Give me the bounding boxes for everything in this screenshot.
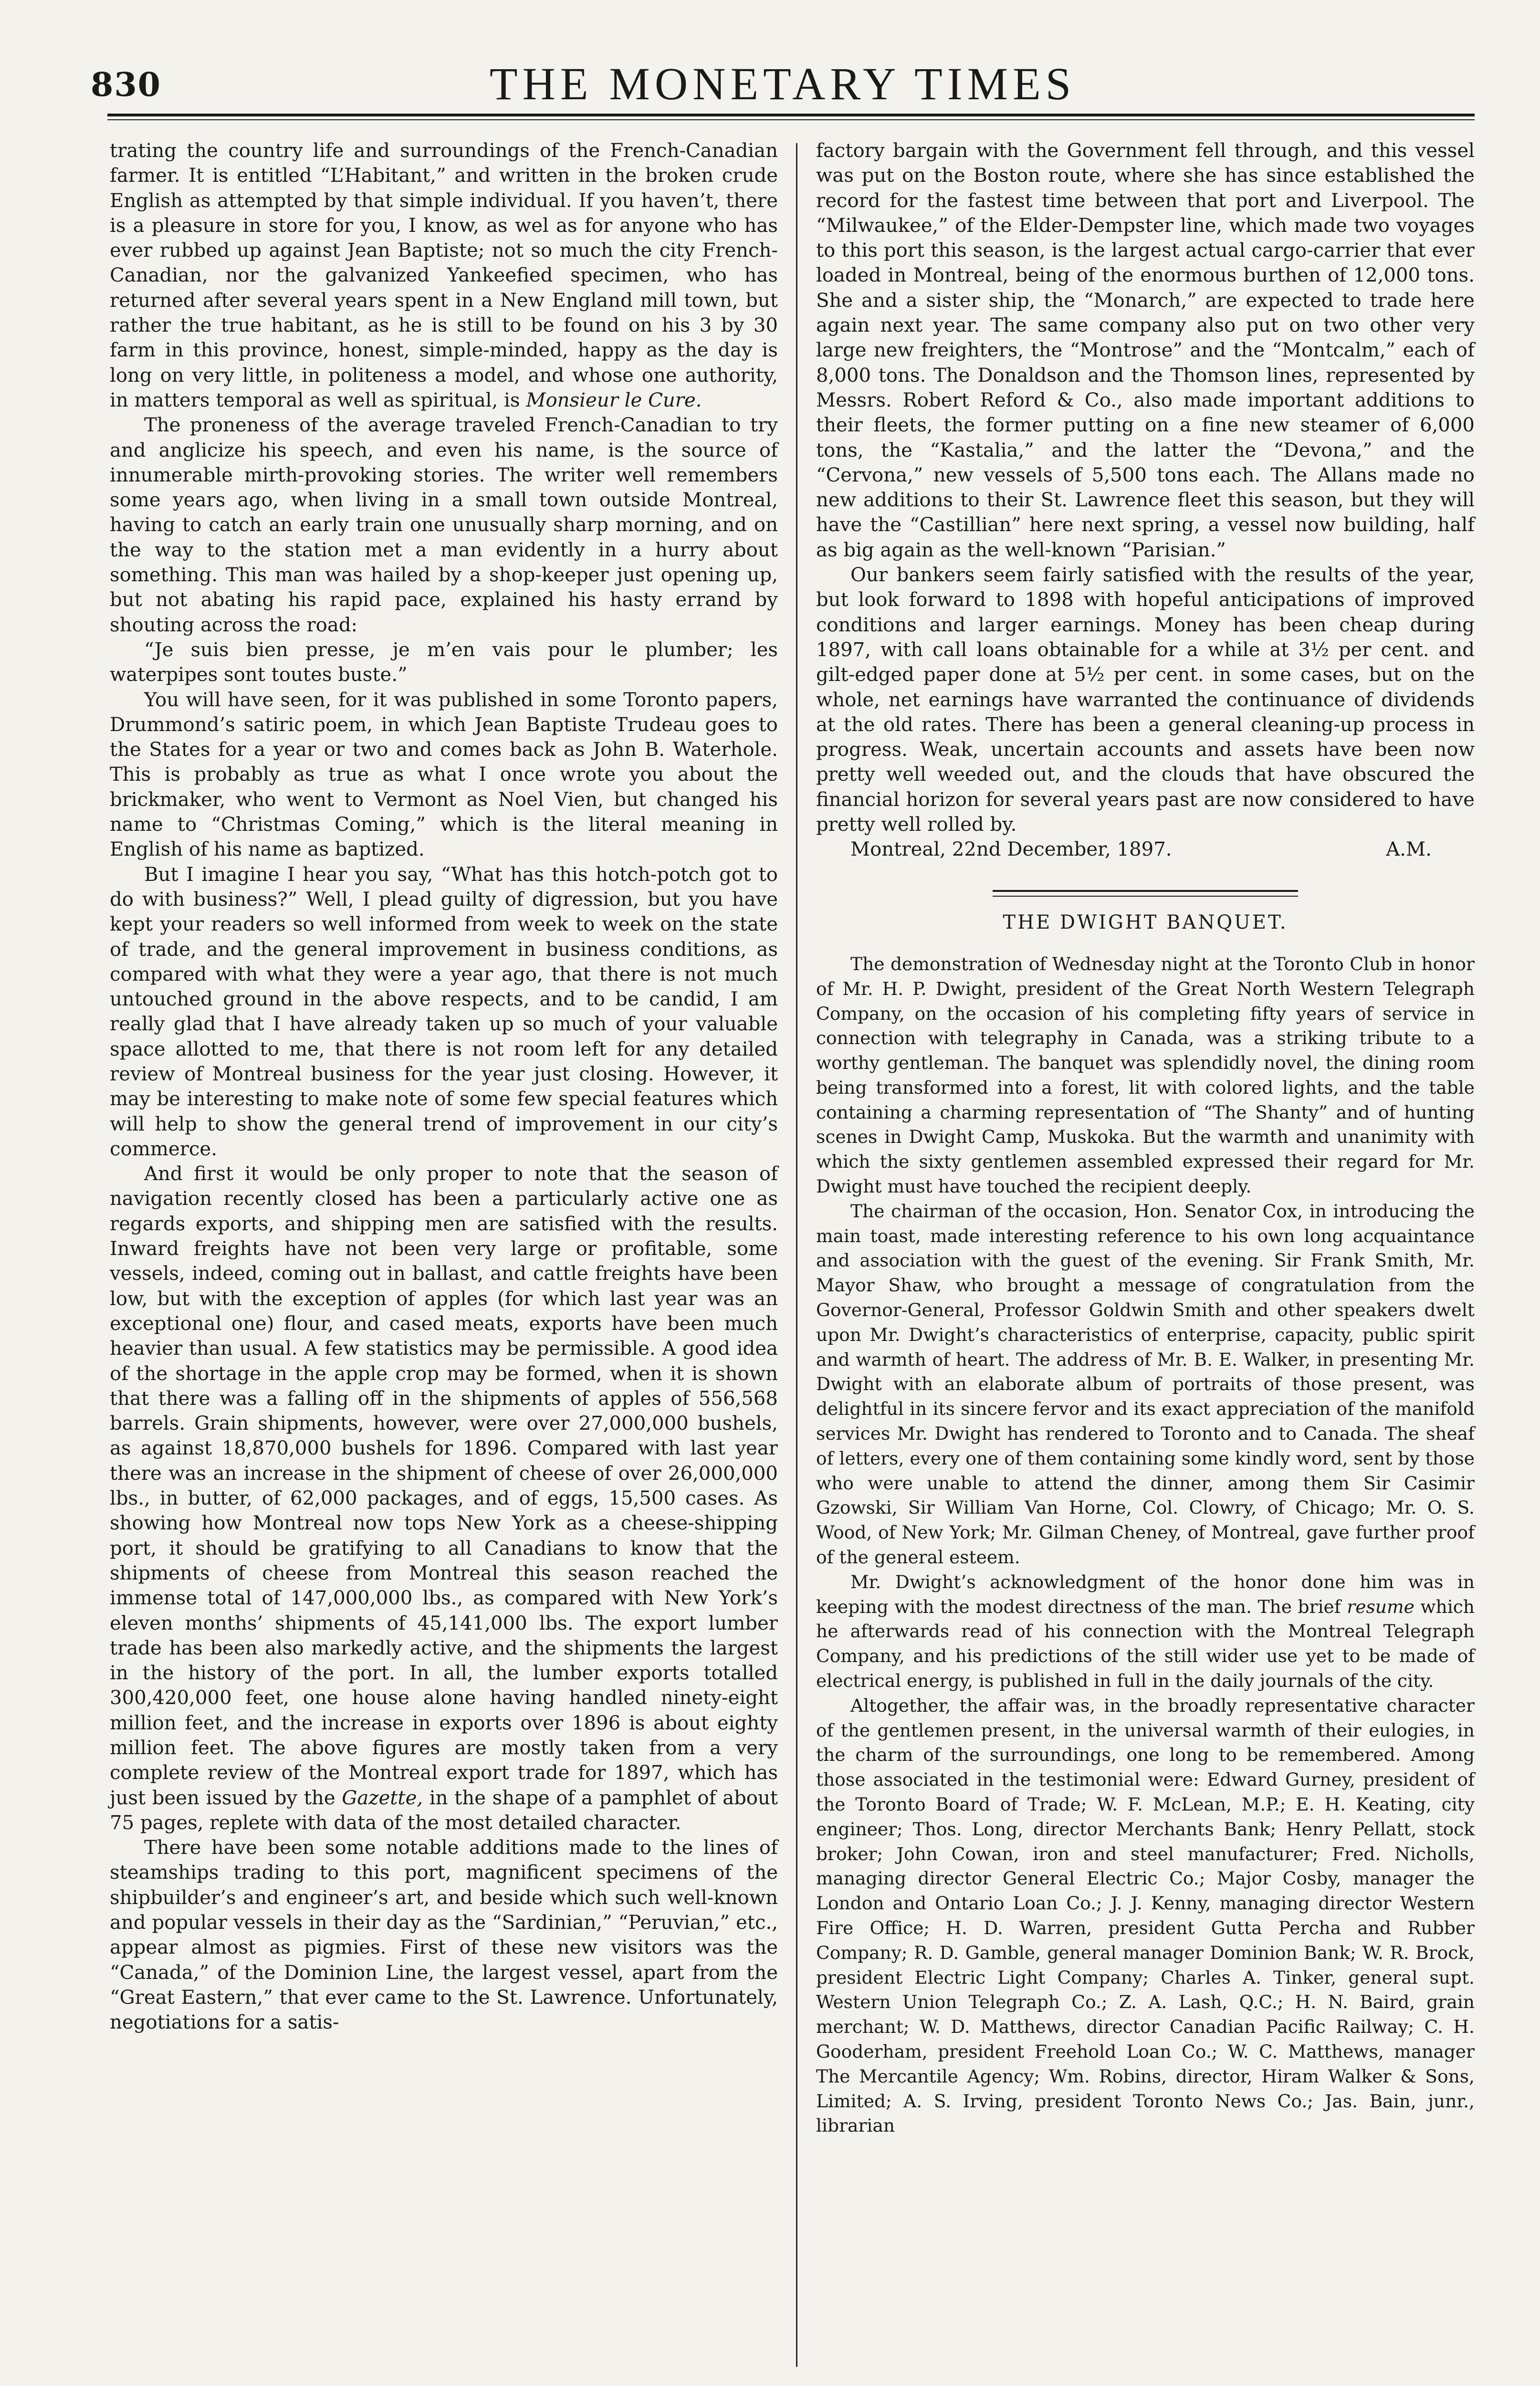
article-paragraph: There have been some notable additions made to the lines of steamships trading to this port, magnificent specimens of the shipbuilder’s and engineer’s art, and beside which such well-known and popular vessels in their day as the “Sardinian,” “Peruvian,” etc., appear almost as pigmies. First of these new visitors was the “Canada,” of the Dominion Line, the largest vessel, apart from the “Great Eastern,” that ever came to the St. Lawrence. Unfortunately, negotiations for a satis- <box>110 1837 778 2034</box>
article-paragraph: And first it would be only proper to note that the season of navigation recently closed has been a particularly active one as regards exports, and shipping men are satisfied with the results. Inward freights have not been very large or profitable, some vessels, indeed, coming out in ballast, and cattle freights have been low, but with the exception of apples (for which last year was an exceptional one) flour, and cased meats, exports have been much heavier than usual. A few statistics may be permissible. A good idea of the shortage in the apple crop may be formed, when it is shown that there was a falling off in the shipments of apples of 556,568 barrels. Grain shipments, however, were over 27,000,000 bushels, as against 18,870,000 bushels for 1896. Compared with last year there was an increase in the shipment of cheese of over 26,000,000 lbs., in butter, of 62,000 packages, and of eggs, 15,500 cases. As showing how Montreal now tops New York as a cheese-shipping port, it should be gratifying to all Canadians to know that the shipments of cheese from Montreal this season reached the immense total of 147,000,000 lbs., as compared with New York’s eleven months’ shipments of 45,141,000 lbs. The export lumber trade has been also markedly active, and the shipments the largest in the history of the port. In all, the lumber exports totalled 300,420,000 feet, one house alone having handled ninety-eight million feet, and the increase in exports over 1896 is about eighty million feet. The above figures are mostly taken from a very complete review of the Montreal export trade for 1897, which has just been issued by the Gazette, in the shape of a pamphlet of about 75 pages, replete with data of the most detailed character. <box>110 1163 778 1834</box>
page-header <box>91 57 1475 110</box>
banquet-article <box>816 952 1475 2138</box>
column-divider <box>796 143 797 2367</box>
right-column <box>816 138 1475 2138</box>
header-rule-thin <box>107 119 1475 120</box>
article-paragraph: Our bankers seem fairly satisfied with the results of the year, but look forward to 1898 with hopeful anticipations of improved conditions and larger earnings. Money has been cheap during 1897, with call loans obtainable for a while at 3½ per cent. and gilt-edged paper done at 5½ per cent. in some cases, but on the whole, net earnings have warranted the continuance of dividends at the old rates. There has been a general cleaning-up process in progress. Weak, uncertain accounts and assets have been now pretty well weeded out, and the clouds that have obscured the financial horizon for several years past are now considered to have pretty well rolled by. <box>816 564 1475 836</box>
emphasis-text: resume <box>1347 1596 1414 1617</box>
signoff-initials: A.M. <box>1386 838 1432 861</box>
article-paragraph: The chairman of the occasion, Hon. Senator Cox, in introducing the main toast, made interesting reference to his own long acquaintance and association with the guest of the evening. Sir Frank Smith, Mr. Mayor Shaw, who brought a message of congratulation from the Governor-General, Professor Goldwin Smith and other speakers dwelt upon Mr. Dwight’s characteristics of enterprise, capacity, public spirit and warmth of heart. The address of Mr. B. E. Walker, in presenting Mr. Dwight with an elaborate album of portraits of those present, was delightful in its sincere fervor and its exact appreciation of the manifold services Mr. Dwight has rendered to Toronto and to Canada. The sheaf of letters, every one of them containing some kindly word, sent by those who were unable to attend the dinner, among them Sir Casimir Gzowski, Sir William Van Horne, Col. Clowry, of Chicago; Mr. O. S. Wood, of New York; Mr. Gilman Cheney, of Montreal, gave further proof of the general esteem. <box>816 1200 1475 1568</box>
article-paragraph: But I imagine I hear you say, “What has this hotch-potch got to do with business?” Well, I plead guilty of digression, but you have kept your readers so well informed from week to week on the state of trade, and the general improvement in business conditions, as compared with what they were a year ago, that there is not much untouched ground in the above respects, and to be candid, I am really glad that I have already taken up so much of your valuable space allotted to me, that there is not room left for any detailed review of Montreal business for the year just closing. However, it may be interesting to make note of some few special features which will help to show the general trend of improvement in our city’s commerce. <box>110 863 778 1160</box>
article-paragraph: Mr. Dwight’s acknowledgment of the honor done him was in keeping with the modest directness of the man. The brief resume which he afterwards read of his connection with the Montreal Telegraph Company, and his predictions of the still wider use yet to be made of electrical energy, is published in full in the daily journals of the city. <box>816 1571 1475 1692</box>
emphasis-text: Monsieur le Cure. <box>526 389 702 411</box>
article-paragraph: Altogether, the affair was, in the broadly representative character of the gentlemen present, in the universal warmth of their eulogies, in the charm of the surroundings, one long to be remembered. Among those associated in the testimonial were: Edward Gurney, president of the Toronto Board of Trade; W. F. McLean, M.P.; E. H. Keating, city engineer; Thos. Long, director Merchants Bank; Henry Pellatt, stock broker; John Cowan, iron and steel manufacturer; Fred. Nicholls, managing director General Electric Co.; Major Cosby, manager the London and Ontario Loan Co.; J. J. Kenny, managing director Western Fire Office; H. D. Warren, president Gutta Percha and Rubber Company; R. D. Gamble, general manager Dominion Bank; W. R. Brock, president Electric Light Company; Charles A. Tinker, general supt. Western Union Telegraph Co.; Z. A. Lash, Q.C.; H. N. Baird, grain merchant; W. D. Matthews, director Canadian Pacific Railway; C. H. Gooderham, president Freehold Loan Co.; W. C. Matthews, manager The Mercantile Agency; Wm. Robins, director, Hiram Walker & Sons, Limited; A. S. Irving, president Toronto News Co.; Jas. Bain, junr., librarian <box>816 1695 1475 2136</box>
signoff-place-date: Montreal, 22nd December, 1897. <box>850 838 1172 861</box>
article-paragraph: You will have seen, for it was published in some Toronto papers, Drummond’s satiric poem, in which Jean Baptiste Trudeau goes to the States for a year or two and comes back as John B. Waterhole. This is probably as true as what I once wrote you about the brickmaker, who went to Vermont as Noel Vien, but changed his name to “Christmas Coming,” which is the literal meaning in English of his name as baptized. <box>110 689 778 861</box>
masthead-title: THE MONETARY TIMES <box>489 58 1076 109</box>
header-rule <box>107 114 1475 116</box>
page-number: 830 <box>91 66 161 104</box>
article-paragraph: The demonstration of Wednesday night at the Toronto Club in honor of Mr. H. P. Dwight, president of the Great North Western Telegraph Company, on the occasion of his completing fifty years of service in connection with telegraphy in Canada, was a striking tribute to a worthy gentleman. The banquet was splendidly novel, the dining room being transformed into a forest, lit with colored lights, and the table containing a charming representation of “The Shanty” and of hunting scenes in Dwight Camp, Muskoka. But the warmth and unanimity with which the sixty gentlemen assembled expressed their regard for Mr. Dwight must have touched the recipient deeply. <box>816 953 1475 1197</box>
section-divider <box>993 890 1298 897</box>
section-heading: THE DWIGHT BANQUET. <box>1003 911 1288 933</box>
article-paragraph: The proneness of the average traveled French-Canadian to try and anglicize his speech, and even his name, is the source of innumerable mirth-provoking stories. The writer well remembers some years ago, when living in a small town outside Montreal, having to catch an early train one unusually sharp morning, and on the way to the station met a man evidently in a hurry about something. This man was hailed by a shop-keeper just opening up, but not abating his rapid pace, explained his hasty errand by shouting across the road: <box>110 414 778 636</box>
emphasis-text: Gazette, <box>342 1787 423 1809</box>
quoted-speech: “Je suis bien presse, je m’en vais pour le plumber; les waterpipes sont toutes buste.” <box>110 638 778 686</box>
left-column <box>110 138 778 2035</box>
article-paragraph: trating the country life and surroundings of the French-Canadian farmer. It is entitled “L’Habitant,” and written in the broken crude English as attempted by that simple individual. If you haven’t, there is a pleasure in store for you, I know, as wel as for anyone who has ever rubbed up against Jean Baptiste; not so much the city French-Canadian, nor the galvanized Yankeefied specimen, who has returned after several years spent in a New England mill town, but rather the true habitant, as he is still to be found on his 3 by 30 farm in this province, honest, simple-minded, happy as the day is long on very little, in politeness a model, and whose one authority, in matters temporal as well as spiritual, is Monsieur le Cure. <box>110 140 778 411</box>
article-signoff <box>816 837 1475 862</box>
article-paragraph: factory bargain with the Government fell through, and this vessel was put on the Boston route, where she has since established the record for the fastest time between that port and Liverpool. The “Milwaukee,” of the Elder-Dempster line, which made two voyages to this port this season, is the largest actual cargo-carrier that ever loaded in Montreal, being of the enormous burthen of 12,000 tons. She and a sister ship, the “Monarch,” are expected to trade here again next year. The same company also put on two other very large new freighters, the “Montrose” and the “Montcalm,” each of 8,000 tons. The Donaldson and the Thomson lines, represented by Messrs. Robert Reford & Co., also made important additions to their fleets, the former putting on a fine new steamer of 6,000 tons, the “Kastalia,” and the latter the “Devona,” and the “Cervona,” new vessels of 5,500 tons each. The Allans made no new additions to their St. Lawrence fleet this season, but they will have the “Castillian” here next spring, a vessel now building, half as big again as the well-known “Parisian.” <box>816 140 1475 561</box>
